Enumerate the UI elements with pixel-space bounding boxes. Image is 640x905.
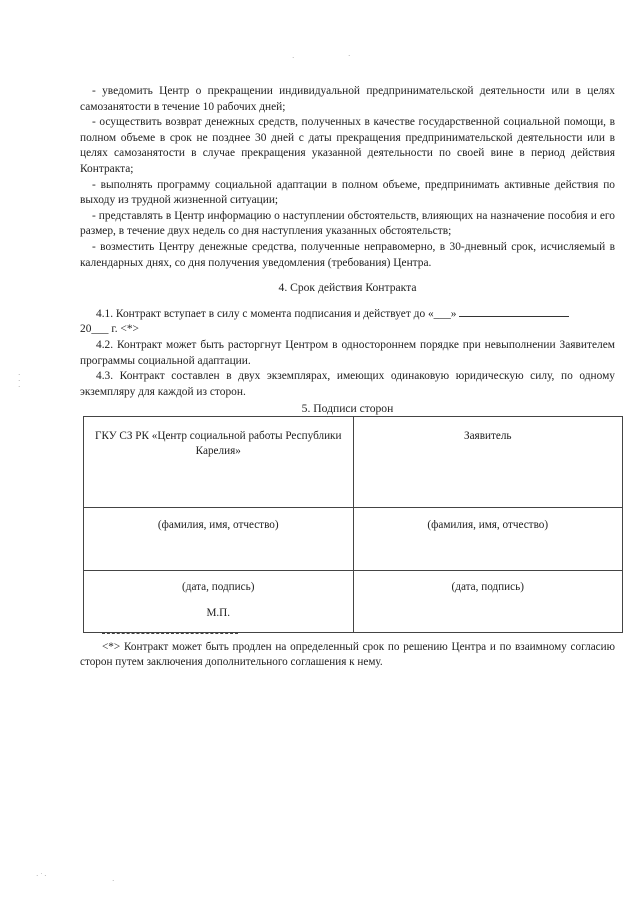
footnote-text: <*> Контракт может быть продлен на определенный срок по решению Центра и по взаимному согласию сторон путем заключения дополнительного соглашения к нему. bbox=[80, 641, 615, 669]
right-fio-cell bbox=[353, 508, 623, 571]
section-4-title: 4. Срок действия Контракта bbox=[278, 281, 417, 295]
scan-speck: · · · bbox=[18, 371, 21, 391]
clause-4-3: 4.3. Контракт составлен в двух экземплярах, имеющих одинаковую юридическую силу, по одному экземпляру для каждой из сторон. bbox=[80, 370, 615, 398]
left-fio-cell bbox=[84, 508, 354, 571]
signatures-table bbox=[83, 416, 623, 633]
obligation-item: - уведомить Центр о прекращении индивидуальной предпринимательской деятельности или в целях самозанятости в течение 10 рабочих дней; bbox=[80, 85, 615, 113]
obligation-item: - представлять в Центр информацию о наступлении обстоятельств, влияющих на назначение пособия и его размер, в течение двух недель со дня наступления указанных обстоятельств; bbox=[80, 209, 615, 238]
clause-4-1-text: 4.1. Контракт вступает в силу с момента подписания и действует до «___» bbox=[96, 307, 460, 320]
scan-speck: · bbox=[348, 52, 351, 60]
scan-speck: · ˙ · bbox=[36, 872, 47, 880]
left-party-cell bbox=[84, 417, 354, 508]
clause-4-1 bbox=[80, 306, 615, 338]
date-blank-line bbox=[459, 306, 569, 317]
date-sign-label: (дата, подпись) bbox=[182, 581, 255, 593]
clause-4-2: 4.2. Контракт может быть расторгнут Центром в одностороннем порядке при невыполнении Заявителем программы социальной адаптации. bbox=[80, 338, 615, 367]
right-party-cell bbox=[353, 417, 623, 508]
clause-4-1-year: 20___ г. <*> bbox=[80, 323, 139, 336]
stamp-label: М.П. bbox=[206, 607, 231, 619]
left-sign-cell bbox=[84, 571, 354, 633]
obligation-item: - выполнять программу социальной адаптации в полном объеме, предпринимать активные действия по выходу из трудной жизненной ситуации; bbox=[80, 178, 615, 207]
scan-speck: · bbox=[292, 54, 295, 62]
right-sign-cell bbox=[353, 571, 623, 633]
date-sign-label: (дата, подпись) bbox=[451, 581, 524, 593]
scan-speck: · bbox=[112, 877, 115, 885]
main-text bbox=[80, 84, 615, 400]
fio-label: (фамилия, имя, отчество) bbox=[427, 519, 549, 531]
fio-label: (фамилия, имя, отчество) bbox=[157, 519, 279, 531]
obligation-item: - возместить Центру денежные средства, полученные неправомерно, в 30-дневный срок, исчисляемый в календарных днях, со дня получения уведомления (требования) Центра. bbox=[80, 240, 615, 269]
footnote-separator bbox=[102, 633, 238, 634]
right-party-name: Заявитель bbox=[463, 430, 512, 442]
obligation-item: - осуществить возврат денежных средств, полученных в качестве государственной социальной помощи, в полном объеме в срок не позднее 30 дней с даты прекращения предпринимательской деятельности или в целях самозанятости в случае прекращения указанной деятельности по своей вине в период действия Контракта; bbox=[80, 116, 615, 175]
left-party-name: ГКУ СЗ РК «Центр социальной работы Республики Карелия» bbox=[95, 430, 342, 457]
section-5-title: 5. Подписи сторон bbox=[301, 402, 394, 415]
